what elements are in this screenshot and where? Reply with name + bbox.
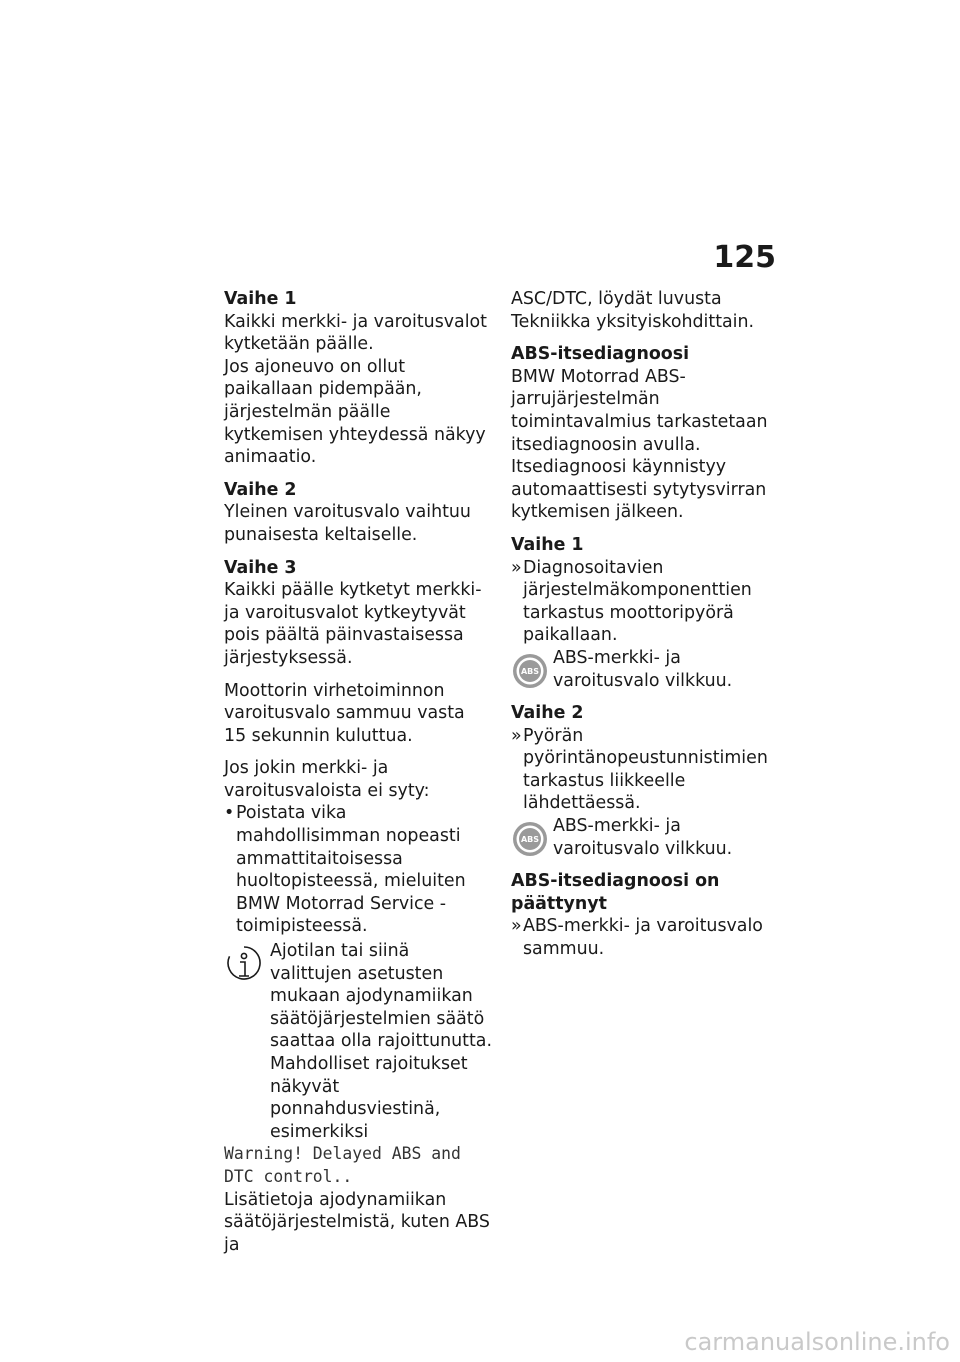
- arrow-item: [511, 725, 779, 815]
- info-note-continued: Lisätietoja ajodynamiikan säätöjärjestelmistä, kuten ABS ja: [224, 1189, 490, 1255]
- heading-vaihe-1-right: Vaihe 1: [511, 534, 584, 555]
- vaihe-1-animation-text: Jos ajoneuvo on ollut paikallaan pidempään, järjestelmän päälle kytkemisen yhteydessä näkyy animaatio.: [224, 356, 486, 468]
- abs-icon-label: ABS: [520, 666, 540, 676]
- bullet-item: [224, 802, 492, 938]
- light-failure-text: Jos jokin merkki- ja varoitusvaloista ei syty:: [224, 758, 430, 801]
- arrow-item-text: Diagnosoitavien järjestelmäkomponenttien tarkastus moottoripyörä paikallaan.: [523, 557, 752, 646]
- abs-warning-text: ABS-merkki- ja varoitusvalo vilkkuu.: [553, 647, 733, 691]
- info-note: [224, 940, 492, 1143]
- heading-abs-self-diagnosis: ABS-itsediagnoosi: [511, 344, 690, 365]
- abs-self-diagnosis-text: BMW Motorrad ABS-jarrujärjestelmän toimintavalmius tarkastetaan itsediagnoosin avulla. Itsediagnoosi käynnistyy automaattisesti sytytysvirran kytkemisen jälkeen.: [511, 366, 768, 523]
- vaihe-1-text: Kaikki merkki- ja varoitusvalot kytketään päälle.: [224, 311, 487, 355]
- abs-warning-row: [511, 647, 779, 692]
- bullet-item-text: Poistata vika mahdollisimman nopeasti ammattitaitoisessa huoltopisteessä, mieluiten BMW Motorrad Service -toimipisteessä.: [236, 803, 466, 937]
- heading-vaihe-3: Vaihe 3: [224, 557, 297, 578]
- heading-vaihe-2-right: Vaihe 2: [511, 703, 584, 724]
- right-column: [511, 288, 779, 961]
- info-note-text: Ajotilan tai siinä valittujen asetusten mukaan ajodynamiikan säätöjärjestelmien säätö saattaa olla rajoittunutta. Mahdolliset rajoitukset näkyvät ponnahdusviestinä, esimerkiksi: [270, 941, 492, 1142]
- abs-warning-light-icon: [511, 652, 549, 690]
- vaihe-2-text: Yleinen varoitusvalo vaihtuu punaisesta keltaiselle.: [224, 502, 471, 545]
- bullet-symbol: •: [224, 803, 235, 824]
- arrow-symbol: »: [511, 557, 522, 578]
- abs-warning-light-icon: [511, 820, 549, 858]
- vaihe-3-text: Kaikki päälle kytketyt merkki- ja varoitusvalot kytkeytyvät pois päältä päinvastaisessa järjestyksessä.: [224, 580, 482, 668]
- arrow-symbol: »: [511, 725, 522, 746]
- arrow-item: [511, 915, 779, 960]
- arrow-item-text: Pyörän pyörintänopeustunnistimien tarkastus liikkeelle lähdettäessä.: [523, 725, 768, 814]
- page-number: 125: [713, 240, 776, 275]
- abs-warning-text: ABS-merkki- ja varoitusvalo vilkkuu.: [553, 816, 733, 859]
- arrow-item: [511, 557, 779, 647]
- heading-vaihe-2: Vaihe 2: [224, 479, 297, 500]
- watermark: carmanualsonline.info: [684, 1328, 950, 1356]
- left-column: [224, 288, 492, 1256]
- arrow-item-text: ABS-merkki- ja varoitusvalo sammuu.: [523, 916, 763, 960]
- warning-message-line-2: DTC control..: [224, 1166, 353, 1186]
- motor-warning-text: Moottorin virhetoiminnon varoitusvalo sammuu vasta 15 sekunnin kuluttua.: [224, 680, 465, 746]
- warning-message-line-1: Warning! Delayed ABS and: [224, 1144, 461, 1164]
- info-icon: [224, 944, 264, 984]
- abs-icon-label: ABS: [520, 835, 540, 845]
- abs-warning-row: [511, 815, 779, 860]
- heading-vaihe-1: Vaihe 1: [224, 289, 297, 309]
- arrow-symbol: »: [511, 916, 522, 937]
- heading-abs-self-diagnosis-done: ABS-itsediagnoosi on päättynyt: [511, 871, 720, 914]
- continued-text: ASC/DTC, löydät luvusta Tekniikka yksityiskohdittain.: [511, 289, 755, 332]
